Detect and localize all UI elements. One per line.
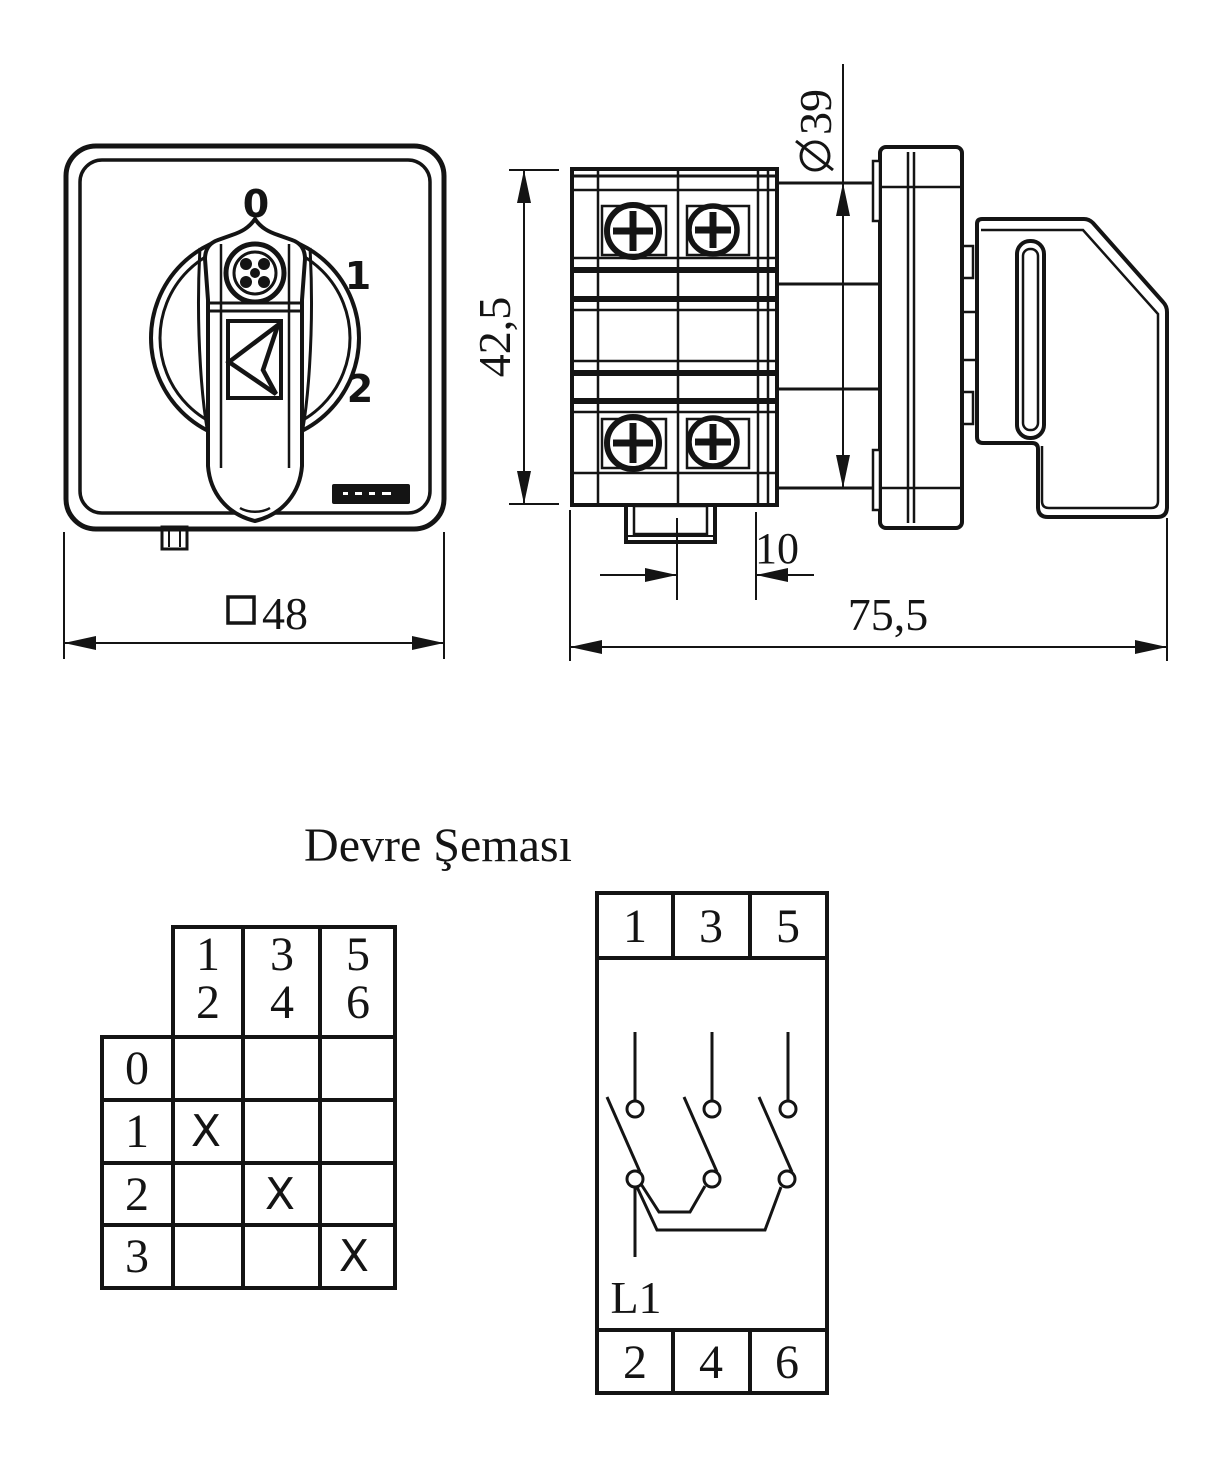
diagram-title: Devre Şeması bbox=[304, 819, 572, 872]
body-deck-bands bbox=[572, 270, 777, 401]
side-mounting-tab bbox=[626, 505, 715, 542]
row-label: 2 bbox=[125, 1168, 149, 1221]
position-label-1: 1 bbox=[344, 254, 372, 298]
dimension-depth-value: 75,5 bbox=[847, 589, 929, 640]
body-vertical-lines bbox=[598, 169, 768, 505]
col-header: 5 bbox=[346, 928, 370, 981]
circuit-schematic bbox=[597, 893, 827, 1393]
row-label: 3 bbox=[125, 1230, 149, 1283]
front-view bbox=[64, 146, 444, 659]
terminal-screw-icon bbox=[689, 206, 737, 254]
terminal-label-bottom: 2 bbox=[623, 1336, 647, 1389]
dimension-depth bbox=[570, 510, 1167, 661]
terminal-label-top: 5 bbox=[776, 900, 800, 953]
contact-mark: X bbox=[190, 1106, 222, 1157]
row-label: 0 bbox=[125, 1042, 149, 1095]
switch-blade bbox=[759, 1097, 792, 1172]
square-symbol bbox=[228, 597, 254, 623]
contact-mark: X bbox=[264, 1169, 296, 1220]
contact-mark: X bbox=[338, 1231, 370, 1282]
dimension-tab-value: 10 bbox=[755, 524, 799, 573]
dimension-diameter-value: 39 bbox=[790, 89, 841, 135]
pole-stems bbox=[635, 1032, 788, 1101]
col-header: 6 bbox=[346, 976, 370, 1029]
feed-label: L1 bbox=[610, 1272, 662, 1323]
terminal-label-bottom: 4 bbox=[699, 1336, 723, 1389]
diameter-symbol bbox=[790, 89, 841, 170]
handle-side bbox=[977, 219, 1167, 517]
shaft-neck-lines bbox=[777, 183, 880, 488]
contact-circle-upper bbox=[780, 1101, 796, 1117]
row-label: 1 bbox=[125, 1105, 149, 1158]
side-view bbox=[469, 64, 1167, 661]
col-header: 4 bbox=[270, 976, 294, 1029]
terminal-label-bottom: 6 bbox=[775, 1336, 799, 1389]
plate-clip bbox=[873, 450, 880, 510]
contact-circle-upper bbox=[704, 1101, 720, 1117]
plate-side bbox=[880, 147, 962, 528]
drive-shaft bbox=[962, 312, 977, 360]
bridge-wire-1 bbox=[641, 1184, 705, 1212]
bridge-wire-2 bbox=[637, 1187, 781, 1230]
dimension-front-width-value: 48 bbox=[262, 588, 308, 639]
dimension-front-width bbox=[64, 532, 444, 659]
screw-icon bbox=[226, 244, 284, 302]
position-label-2: 2 bbox=[346, 367, 374, 411]
switch-blade bbox=[607, 1097, 640, 1172]
contact-table bbox=[102, 927, 395, 1288]
terminal-screw-icon bbox=[689, 418, 737, 466]
dimension-diameter bbox=[790, 64, 850, 489]
dimension-height-value: 42,5 bbox=[469, 296, 520, 378]
col-header: 3 bbox=[270, 928, 294, 981]
switch-blade bbox=[684, 1097, 717, 1172]
col-header: 1 bbox=[196, 928, 220, 981]
brand-logo bbox=[332, 484, 410, 504]
terminal-screw-icon bbox=[607, 205, 659, 257]
contact-circle-lower bbox=[704, 1171, 720, 1187]
contact-circle-lower bbox=[779, 1171, 795, 1187]
position-label-0: 0 bbox=[242, 182, 270, 226]
plate-clip bbox=[873, 161, 880, 221]
col-header: 2 bbox=[196, 976, 220, 1029]
terminal-label-top: 1 bbox=[623, 900, 647, 953]
terminal-label-top: 3 bbox=[699, 900, 723, 953]
handle-grip-outer bbox=[1017, 241, 1044, 438]
dimension-height bbox=[469, 170, 559, 504]
contact-circle-upper bbox=[627, 1101, 643, 1117]
terminal-screw-icon bbox=[607, 417, 659, 469]
